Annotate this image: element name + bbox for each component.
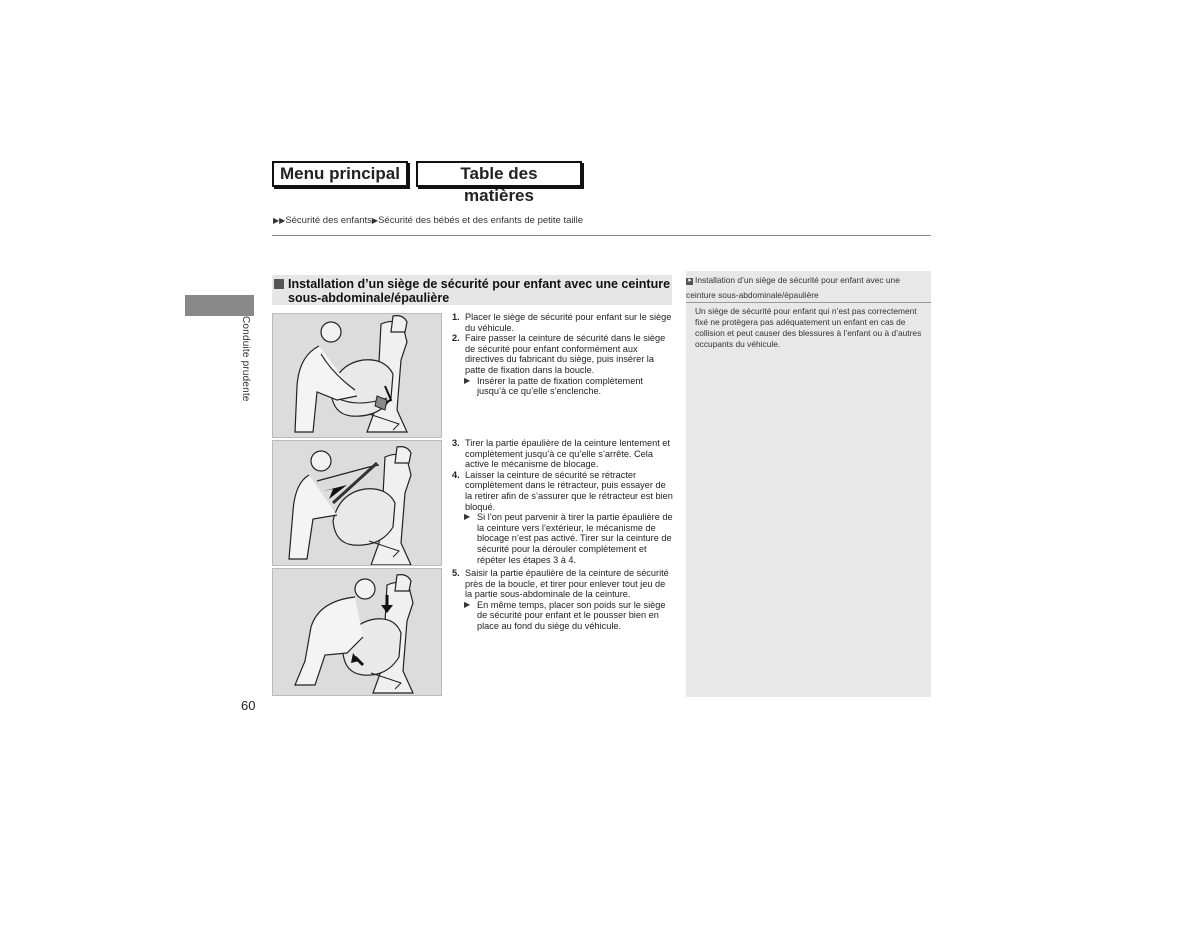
step-text: Placer le siège de sécurité pour enfant sur le siège du véhicule. [465, 312, 672, 333]
step-note-text: Si l’on peut parvenir à tirer la partie épaulière de la ceinture vers l’extérieur, le mécanisme de blocage n’est pas activé. Tirer sur la ceinture de sécurité pour la dérouler complètement et répéter les étapes 3 à 4. [477, 512, 673, 565]
sidebar-note-body: Un siège de sécurité pour enfant qui n’est pas correctement fixé ne protègera pas adéquatement un enfant en cas de collision et peut causer des blessures à l’enfant ou à d’autres occupants du véhicule. [695, 306, 922, 349]
step-item [452, 470, 674, 512]
step-number: 4. [452, 469, 460, 480]
step-note-text: Insérer la patte de fixation complètement jusqu’à ce qu’elle s’enclenche. [477, 375, 643, 397]
step-item [452, 438, 674, 470]
table-of-contents-button[interactable]: Table des matières [416, 161, 582, 187]
chapter-tab-label: Conduite prudente [240, 316, 251, 402]
step-note [452, 376, 674, 397]
section-title: Installation d’un siège de sécurité pour enfant avec une ceinture sous-abdominale/épaulière [288, 277, 671, 305]
steps-group-3 [452, 568, 674, 632]
step-note [452, 512, 674, 565]
breadcrumb-arrow-icon: ▶ [371, 216, 379, 225]
breadcrumb-link-child-safety[interactable]: Sécurité des enfants [285, 215, 372, 226]
sidebar-note [686, 271, 931, 697]
step-item [452, 568, 674, 600]
illustration-place-child-seat [272, 313, 442, 438]
note-arrow-icon: ▶ [464, 375, 471, 385]
illustration-pull-shoulder-belt [272, 440, 442, 566]
header-divider [272, 235, 931, 236]
note-arrow-icon: ▶ [464, 599, 471, 609]
breadcrumb-current: Sécurité des bébés et des enfants de petite taille [378, 215, 583, 226]
step-note [452, 600, 674, 632]
step-text: Tirer la partie épaulière de la ceinture lentement et complètement jusqu’à ce qu’elle s’arrête. Cela active le mécanisme de blocage. [465, 438, 670, 470]
page-number: 60 [241, 698, 256, 713]
step-text: Faire passer la ceinture de sécurité dans le siège de sécurité pour enfant conformément aux directives du fabricant du siège, puis insérer la patte de fixation dans la boucle. [465, 333, 666, 375]
sidebar-divider [686, 302, 931, 303]
main-menu-button[interactable]: Menu principal [272, 161, 408, 187]
note-arrow-icon: ▶ [464, 512, 471, 522]
chapter-tab [185, 295, 254, 316]
section-heading [272, 275, 672, 305]
step-number: 3. [452, 438, 460, 448]
breadcrumb [273, 215, 583, 226]
step-number: 1. [452, 312, 460, 322]
step-item [452, 312, 674, 333]
illustration-press-seat-remove-slack [272, 568, 442, 696]
step-number: 5. [452, 568, 460, 578]
step-text: Saisir la partie épaulière de la ceinture de sécurité près de la boucle, et tirer pour enlever tout jeu de la partie sous-abdominale de la ceinture. [465, 568, 669, 600]
step-number: 2. [452, 333, 460, 344]
step-note-text: En même temps, placer son poids sur le siège de sécurité pour enfant et le pousser bien en place au fond du siège du véhicule. [477, 599, 666, 631]
steps-group-1 [452, 312, 674, 397]
section-marker-icon [274, 279, 284, 289]
sidebar-note-heading [686, 273, 931, 302]
step-item [452, 333, 674, 375]
breadcrumb-arrow-icon: ▶▶ [273, 216, 286, 225]
note-marker-icon: ➤ [686, 278, 693, 284]
sidebar-note-heading-text: Installation d’un siège de sécurité pour enfant avec une ceinture sous-abdominale/épaulière [686, 275, 900, 300]
step-text: Laisser la ceinture de sécurité se rétracter complètement dans le rétracteur, puis essayer de la retirer afin de s’assurer que le rétracteur est bien bloqué. [465, 469, 673, 512]
steps-group-2 [452, 438, 674, 565]
